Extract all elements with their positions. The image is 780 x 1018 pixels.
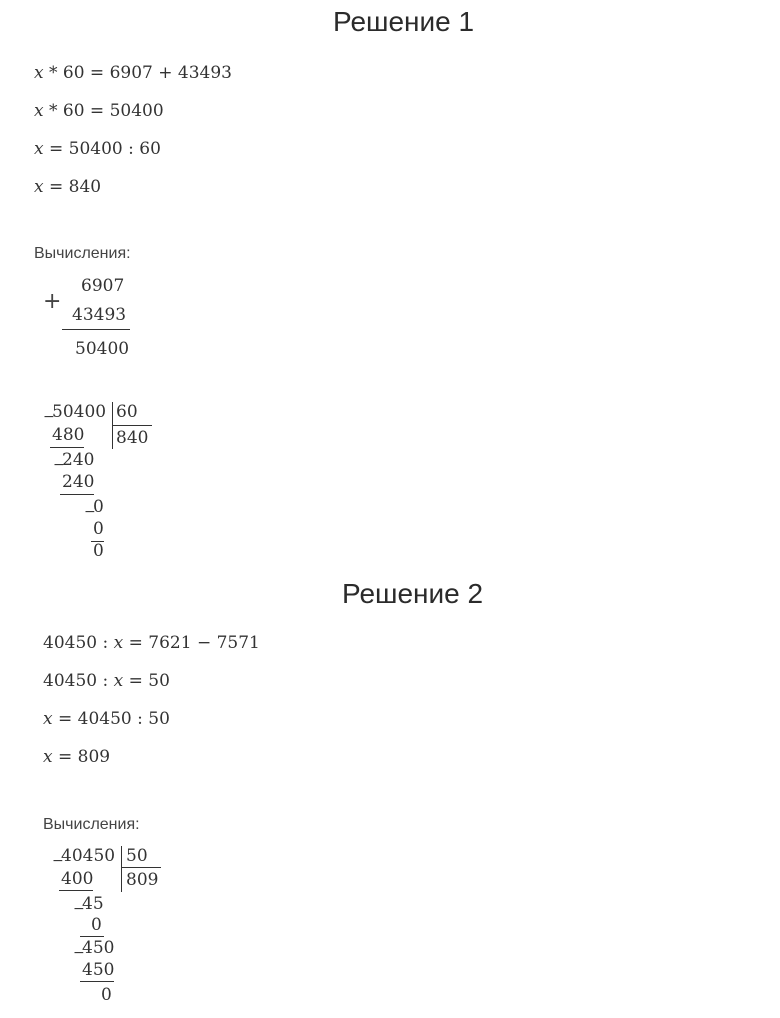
minus-sign: − [73, 945, 85, 961]
remainder: 0 [101, 985, 112, 1005]
addend-bottom: 43493 [72, 305, 127, 325]
variable-x: x [43, 747, 53, 767]
minus-sign: − [84, 504, 96, 520]
variable-x: x [43, 709, 53, 729]
division-step: 45 [82, 894, 104, 914]
variable-x: x [113, 633, 124, 653]
equation-text: = 809 [52, 747, 111, 767]
equation-line [43, 747, 110, 767]
divisor: 50 [126, 846, 148, 866]
quotient-line [121, 867, 161, 868]
quotient-line [112, 425, 152, 426]
equation-line [34, 177, 101, 197]
equation-text: = 50400 : 60 [43, 139, 161, 159]
division-step: 480 [52, 425, 85, 445]
step-line [59, 890, 93, 891]
equation-line [43, 633, 260, 653]
quotient: 840 [116, 428, 149, 448]
division-step: 0 [93, 519, 104, 539]
division-step: 400 [61, 869, 94, 889]
minus-sign: − [73, 901, 85, 917]
sum-result: 50400 [75, 339, 130, 359]
division-bar [121, 846, 122, 892]
sum-line [62, 329, 130, 330]
equation-text: 40450 : [43, 633, 114, 653]
division-step: 450 [82, 938, 115, 958]
variable-x: x [34, 177, 44, 197]
equation-text: * 60 = 6907 + 43493 [43, 63, 232, 83]
remainder: 0 [93, 541, 104, 561]
equation-text: 40450 : [43, 671, 114, 691]
variable-x: x [34, 101, 44, 121]
variable-x: x [113, 671, 124, 691]
division-step: 0 [93, 497, 104, 517]
division-step: 0 [91, 915, 102, 935]
equation-text: = 40450 : 50 [52, 709, 170, 729]
step-line [80, 981, 114, 982]
equation-line [34, 63, 232, 83]
equation-line [34, 139, 161, 159]
minus-sign: − [52, 853, 64, 869]
step-line [60, 494, 94, 495]
step-line [50, 447, 84, 448]
equation-line [43, 709, 170, 729]
solution-1-title: Решение 1 [333, 6, 475, 37]
variable-x: x [34, 63, 44, 83]
plus-sign: + [43, 289, 62, 314]
minus-sign: − [43, 409, 55, 425]
division-step: 450 [82, 960, 115, 980]
division-step: 240 [62, 450, 95, 470]
calculations-label: Вычисления: [43, 816, 140, 833]
addend-top: 6907 [81, 276, 125, 296]
variable-x: x [34, 139, 44, 159]
equation-text: = 50 [123, 671, 170, 691]
equation-text: = 7621 − 7571 [123, 633, 260, 653]
equation-text: = 840 [43, 177, 102, 197]
division-step: 240 [62, 472, 95, 492]
minus-sign: − [53, 457, 65, 473]
quotient: 809 [126, 870, 159, 890]
calculations-label: Вычисления: [34, 245, 131, 262]
divisor: 60 [116, 402, 138, 422]
equation-line [43, 671, 170, 691]
solution-2-title: Решение 2 [342, 578, 484, 609]
dividend: 50400 [52, 402, 107, 422]
dividend: 40450 [61, 846, 116, 866]
equation-text: * 60 = 50400 [43, 101, 164, 121]
step-line [80, 936, 104, 937]
equation-line [34, 101, 164, 121]
